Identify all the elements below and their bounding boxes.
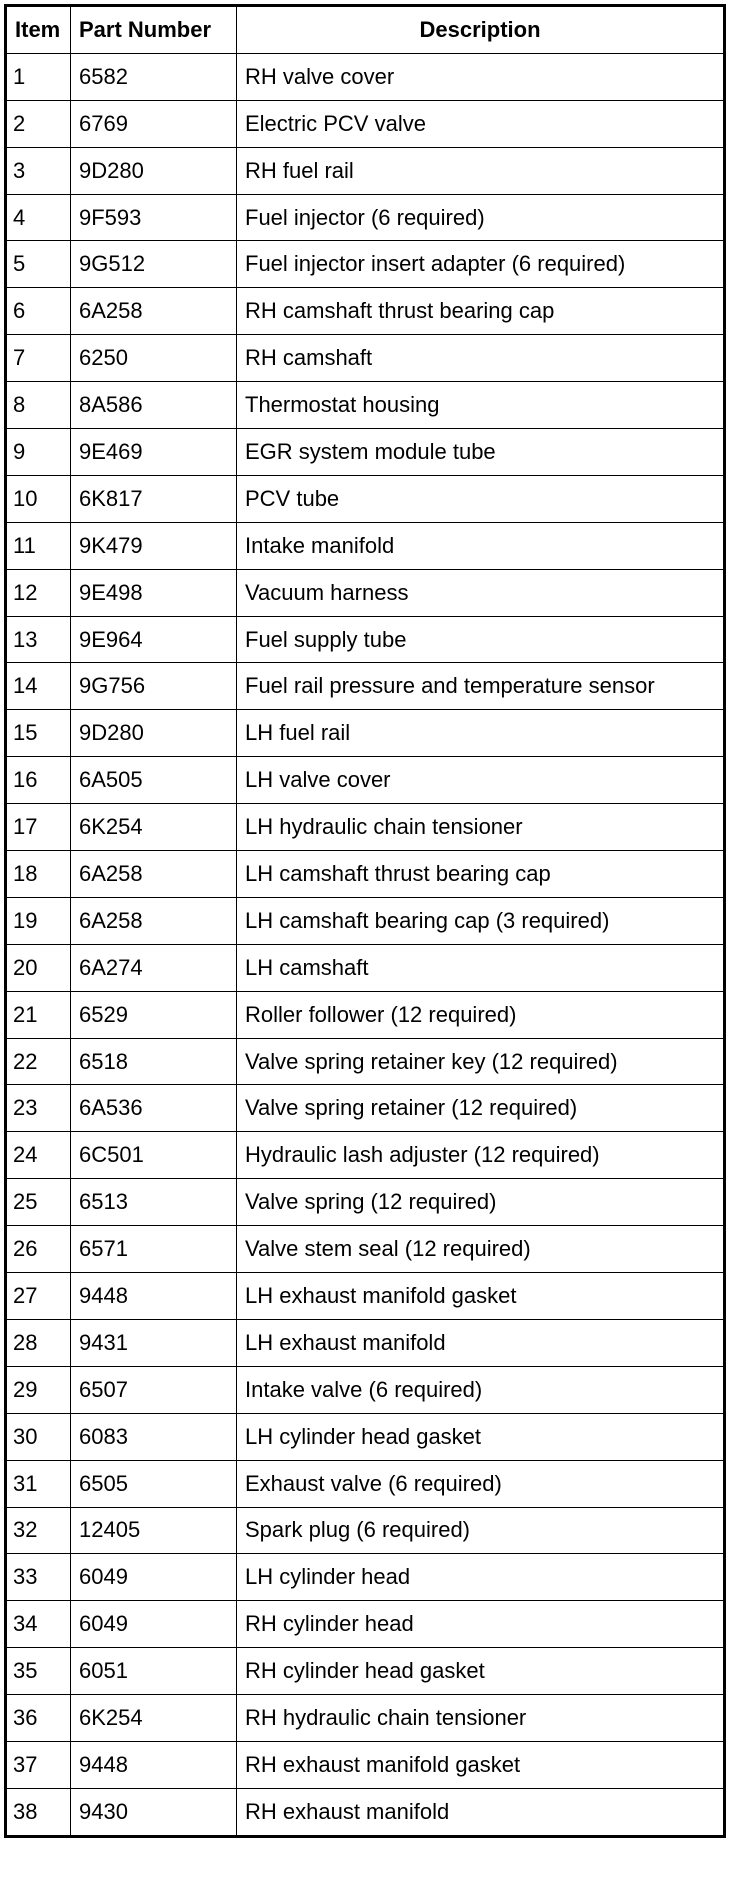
item-cell: 29 (6, 1366, 71, 1413)
item-cell: 5 (6, 241, 71, 288)
part-number-cell: 9E469 (71, 429, 237, 476)
table-row (6, 194, 725, 241)
description-cell: Valve spring retainer (12 required) (237, 1085, 725, 1132)
part-number-cell: 9E498 (71, 569, 237, 616)
part-number-cell: 6049 (71, 1554, 237, 1601)
table-body (6, 53, 725, 1836)
table-row (6, 429, 725, 476)
part-number-cell: 9G512 (71, 241, 237, 288)
table-row (6, 100, 725, 147)
table-row (6, 991, 725, 1038)
item-cell: 15 (6, 710, 71, 757)
description-cell: RH camshaft (237, 335, 725, 382)
item-cell: 6 (6, 288, 71, 335)
item-cell: 17 (6, 804, 71, 851)
item-cell: 31 (6, 1460, 71, 1507)
item-cell: 36 (6, 1695, 71, 1742)
item-cell: 12 (6, 569, 71, 616)
part-number-cell: 9448 (71, 1273, 237, 1320)
description-cell: Intake manifold (237, 522, 725, 569)
table-row (6, 1366, 725, 1413)
table-row (6, 944, 725, 991)
part-number-cell: 12405 (71, 1507, 237, 1554)
table-row (6, 1179, 725, 1226)
header-part-number: Part Number (71, 6, 237, 54)
description-cell: LH exhaust manifold gasket (237, 1273, 725, 1320)
part-number-cell: 6A505 (71, 757, 237, 804)
table-row (6, 851, 725, 898)
description-cell: LH camshaft thrust bearing cap (237, 851, 725, 898)
description-cell: Fuel supply tube (237, 616, 725, 663)
item-cell: 7 (6, 335, 71, 382)
item-cell: 19 (6, 897, 71, 944)
item-cell: 24 (6, 1132, 71, 1179)
part-number-cell: 6K254 (71, 804, 237, 851)
part-number-cell: 9D280 (71, 147, 237, 194)
part-number-cell: 6C501 (71, 1132, 237, 1179)
description-cell: PCV tube (237, 475, 725, 522)
item-cell: 13 (6, 616, 71, 663)
part-number-cell: 9G756 (71, 663, 237, 710)
table-row (6, 1273, 725, 1320)
table-row (6, 147, 725, 194)
item-cell: 1 (6, 53, 71, 100)
part-number-cell: 6051 (71, 1648, 237, 1695)
part-number-cell: 6049 (71, 1601, 237, 1648)
part-number-cell: 9431 (71, 1319, 237, 1366)
part-number-cell: 8A586 (71, 382, 237, 429)
table-header (6, 6, 725, 54)
item-cell: 33 (6, 1554, 71, 1601)
item-cell: 35 (6, 1648, 71, 1695)
table-row (6, 1460, 725, 1507)
item-cell: 3 (6, 147, 71, 194)
part-number-cell: 6507 (71, 1366, 237, 1413)
item-cell: 25 (6, 1179, 71, 1226)
part-number-cell: 9448 (71, 1741, 237, 1788)
part-number-cell: 6A258 (71, 288, 237, 335)
table-row (6, 569, 725, 616)
description-cell: LH valve cover (237, 757, 725, 804)
part-number-cell: 6769 (71, 100, 237, 147)
item-cell: 23 (6, 1085, 71, 1132)
item-cell: 30 (6, 1413, 71, 1460)
item-cell: 9 (6, 429, 71, 476)
description-cell: RH camshaft thrust bearing cap (237, 288, 725, 335)
part-number-cell: 6A536 (71, 1085, 237, 1132)
item-cell: 18 (6, 851, 71, 898)
part-number-cell: 6582 (71, 53, 237, 100)
table-row (6, 475, 725, 522)
header-row (6, 6, 725, 54)
description-cell: LH hydraulic chain tensioner (237, 804, 725, 851)
table-row (6, 1507, 725, 1554)
description-cell: LH camshaft bearing cap (3 required) (237, 897, 725, 944)
item-cell: 32 (6, 1507, 71, 1554)
table-row (6, 288, 725, 335)
description-cell: Fuel injector (6 required) (237, 194, 725, 241)
part-number-cell: 6K254 (71, 1695, 237, 1742)
description-cell: Valve spring (12 required) (237, 1179, 725, 1226)
table-row (6, 1319, 725, 1366)
table-row (6, 1648, 725, 1695)
table-row (6, 1695, 725, 1742)
item-cell: 34 (6, 1601, 71, 1648)
table-row (6, 663, 725, 710)
description-cell: LH cylinder head (237, 1554, 725, 1601)
description-cell: RH fuel rail (237, 147, 725, 194)
description-cell: Valve spring retainer key (12 required) (237, 1038, 725, 1085)
part-number-cell: 6A274 (71, 944, 237, 991)
table-row (6, 1226, 725, 1273)
item-cell: 16 (6, 757, 71, 804)
item-cell: 10 (6, 475, 71, 522)
table-row (6, 804, 725, 851)
description-cell: Exhaust valve (6 required) (237, 1460, 725, 1507)
table-row (6, 1038, 725, 1085)
part-number-cell: 6571 (71, 1226, 237, 1273)
description-cell: RH exhaust manifold (237, 1788, 725, 1836)
table-row (6, 1741, 725, 1788)
item-cell: 8 (6, 382, 71, 429)
item-cell: 4 (6, 194, 71, 241)
item-cell: 2 (6, 100, 71, 147)
description-cell: RH cylinder head (237, 1601, 725, 1648)
description-cell: LH cylinder head gasket (237, 1413, 725, 1460)
description-cell: Electric PCV valve (237, 100, 725, 147)
description-cell: Hydraulic lash adjuster (12 required) (237, 1132, 725, 1179)
description-cell: Fuel rail pressure and temperature sensor (237, 663, 725, 710)
description-cell: Valve stem seal (12 required) (237, 1226, 725, 1273)
table-row (6, 382, 725, 429)
description-cell: Vacuum harness (237, 569, 725, 616)
part-number-cell: 9F593 (71, 194, 237, 241)
item-cell: 21 (6, 991, 71, 1038)
table-row (6, 335, 725, 382)
table-row (6, 53, 725, 100)
part-number-cell: 9K479 (71, 522, 237, 569)
table-row (6, 241, 725, 288)
table-row (6, 522, 725, 569)
item-cell: 38 (6, 1788, 71, 1836)
description-cell: RH exhaust manifold gasket (237, 1741, 725, 1788)
parts-table (4, 4, 726, 1838)
description-cell: RH cylinder head gasket (237, 1648, 725, 1695)
part-number-cell: 9E964 (71, 616, 237, 663)
part-number-cell: 6513 (71, 1179, 237, 1226)
part-number-cell: 9D280 (71, 710, 237, 757)
item-cell: 27 (6, 1273, 71, 1320)
table-row (6, 1788, 725, 1836)
item-cell: 22 (6, 1038, 71, 1085)
table-row (6, 1413, 725, 1460)
part-number-cell: 6083 (71, 1413, 237, 1460)
item-cell: 14 (6, 663, 71, 710)
description-cell: RH hydraulic chain tensioner (237, 1695, 725, 1742)
part-number-cell: 6529 (71, 991, 237, 1038)
description-cell: Thermostat housing (237, 382, 725, 429)
part-number-cell: 6250 (71, 335, 237, 382)
part-number-cell: 9430 (71, 1788, 237, 1836)
part-number-cell: 6A258 (71, 897, 237, 944)
table-row (6, 1601, 725, 1648)
header-description: Description (237, 6, 725, 54)
description-cell: LH exhaust manifold (237, 1319, 725, 1366)
description-cell: LH camshaft (237, 944, 725, 991)
description-cell: RH valve cover (237, 53, 725, 100)
description-cell: Intake valve (6 required) (237, 1366, 725, 1413)
part-number-cell: 6K817 (71, 475, 237, 522)
item-cell: 11 (6, 522, 71, 569)
table-row (6, 616, 725, 663)
description-cell: LH fuel rail (237, 710, 725, 757)
description-cell: EGR system module tube (237, 429, 725, 476)
table-row (6, 710, 725, 757)
table-row (6, 1132, 725, 1179)
part-number-cell: 6505 (71, 1460, 237, 1507)
description-cell: Roller follower (12 required) (237, 991, 725, 1038)
part-number-cell: 6A258 (71, 851, 237, 898)
table-row (6, 757, 725, 804)
table-row (6, 897, 725, 944)
description-cell: Fuel injector insert adapter (6 required) (237, 241, 725, 288)
description-cell: Spark plug (6 required) (237, 1507, 725, 1554)
item-cell: 28 (6, 1319, 71, 1366)
header-item: Item (6, 6, 71, 54)
table-row (6, 1085, 725, 1132)
item-cell: 37 (6, 1741, 71, 1788)
part-number-cell: 6518 (71, 1038, 237, 1085)
item-cell: 26 (6, 1226, 71, 1273)
item-cell: 20 (6, 944, 71, 991)
table-row (6, 1554, 725, 1601)
